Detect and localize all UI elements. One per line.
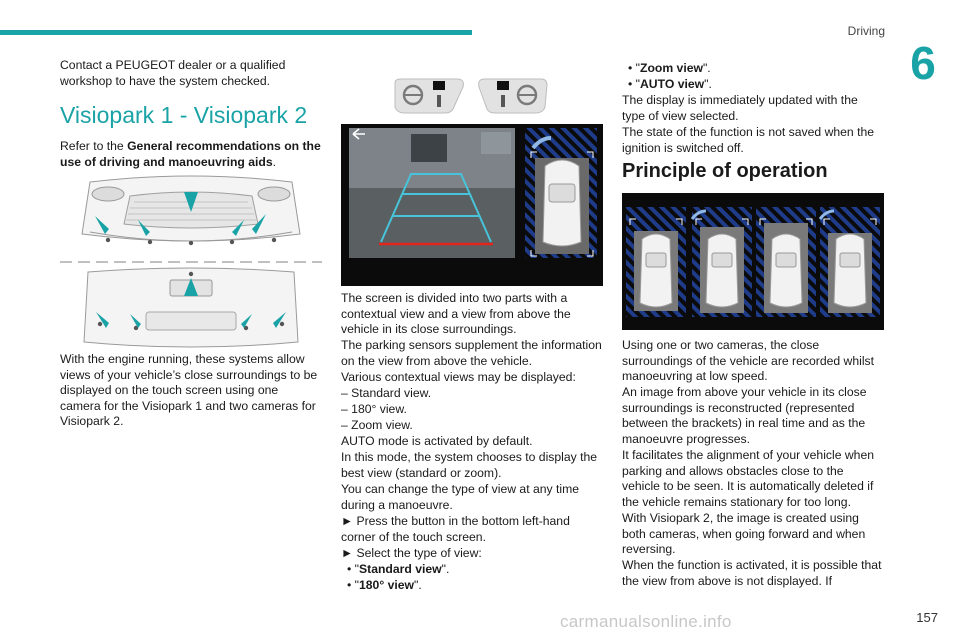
forward-view-icon (395, 79, 463, 113)
section-heading-visiopark: Visiopark 1 - Visiopark 2 (60, 102, 308, 128)
touch-screen-display (341, 124, 603, 286)
display-update-text: The display is immediately updated with the type of view selected. (622, 93, 858, 123)
top-view-sequence-image (622, 193, 884, 330)
system-description: With the engine running, these systems allow views of your vehicle’s close surroundings to be displayed on the touch screen using one camera for the Visiopark 1 and two cameras for Visiopark 2. (60, 352, 318, 429)
intro-text: Contact a PEUGEOT dealer or a qualified workshop to have the system checked. (60, 58, 286, 88)
reverse-view-icon (479, 79, 547, 113)
view-standard: – Standard view. (341, 386, 432, 400)
state-not-saved-text: The state of the function is not saved when the ignition is switched off. (622, 125, 875, 155)
auto-mode-text: AUTO mode is activated by default. (341, 434, 533, 448)
principle-text-3: It facilitates the alignment of your vehicle when parking and allows obstacles close to the vehicle to be seen. It is automatically deleted if the vehicle remains stationary for too long. (622, 448, 875, 509)
views-intro: Various contextual views may be displayed: (341, 370, 576, 384)
change-view-text: You can change the type of view at any time during a manoeuvre. (341, 482, 580, 512)
screen-description: The screen is divided into two parts with a contextual view and a view from above the vehicle in its close surroundings. (341, 291, 571, 337)
view-zoom: – Zoom view. (341, 418, 413, 432)
option-auto-view: • "AUTO view". (628, 77, 712, 91)
page-number: 157 (916, 610, 938, 625)
principle-text-5: When the function is activated, it is possible that the view from above is not displayed. If (622, 558, 882, 588)
option-zoom-view: • "Zoom view". (628, 61, 711, 75)
refer-text: Refer to the General recommendations on the use of driving and manoeuvring aids. (60, 139, 321, 169)
auto-mode-detail: In this mode, the system chooses to display the best view (standard or zoom). (341, 450, 598, 480)
option-standard-view: • "Standard view". (347, 562, 450, 576)
chapter-number: 6 (910, 37, 936, 89)
principle-text-2: An image from above your vehicle in its close surroundings is reconstructed (represented between the brackets) in real time and as the manoeuvre progresses. (622, 385, 867, 446)
option-180-view: • "180° view". (347, 578, 422, 592)
principle-text-4: With Visiopark 2, the image is created using both cameras, when going forward and when reversing. (622, 511, 866, 557)
step-select-view: ► Select the type of view: (341, 546, 482, 560)
watermark: carmanualsonline.info (560, 612, 732, 631)
header-accent-bar (0, 30, 472, 35)
principle-heading: Principle of operation (622, 160, 828, 182)
view-180: – 180° view. (341, 402, 407, 416)
step-press-button: ► Press the button in the bottom left-hand corner of the touch screen. (341, 514, 570, 544)
sensor-info: The parking sensors supplement the information on the view from above the vehicle. (341, 338, 602, 368)
view-icons (393, 77, 551, 117)
section-name: Driving (847, 24, 885, 38)
principle-text-1: Using one or two cameras, the close surroundings of the vehicle are recorded whilst manoeuvring at low speed. (622, 338, 875, 384)
camera-location-diagram (60, 174, 322, 352)
